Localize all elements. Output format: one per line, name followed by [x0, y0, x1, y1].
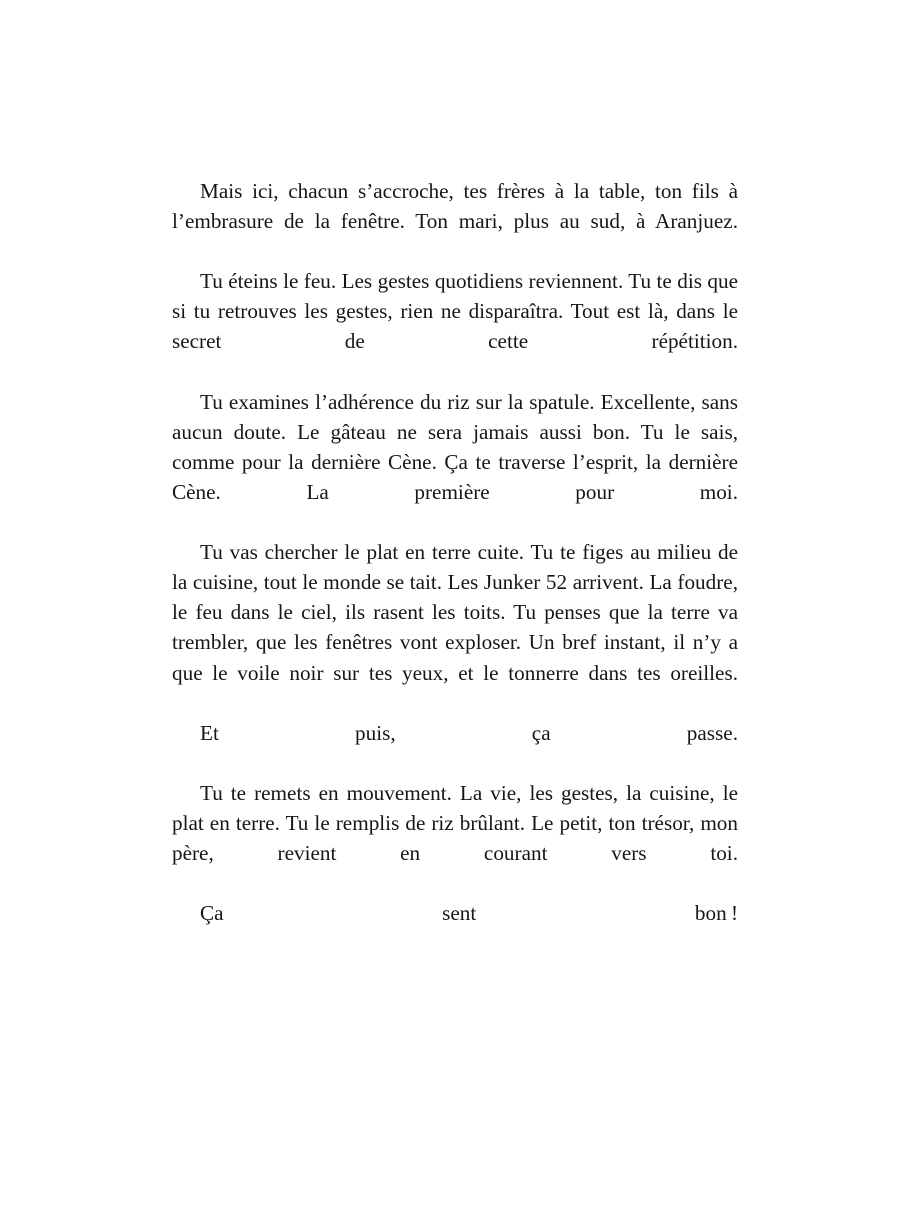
paragraph: Ça sent bon !: [200, 901, 738, 926]
paragraph: Mais ici, chacun s’accroche, tes frères à la table, ton fils à l’embrasure de la fenêtre. Ton mari, plus au sud, à Aranjuez.: [172, 179, 738, 234]
paragraph: Tu te remets en mouvement. La vie, les gestes, la cuisine, le plat en terre. Tu le remplis de riz brûlant. Le petit, ton trésor, mon père, revient en courant vers toi.: [172, 780, 738, 866]
body-text-block: [172, 176, 738, 958]
paragraph: Tu éteins le feu. Les gestes quotidiens reviennent. Tu te dis que si tu retrouves les gestes, rien ne disparaîtra. Tout est là, dans le secret de cette répétition.: [172, 269, 738, 354]
paragraph: Tu vas chercher le plat en terre cuite. Tu te figes au milieu de la cuisine, tout le monde se tait. Les Junker 52 arrivent. La foudre, le feu dans le ciel, ils rasent les toits. Tu penses que la terre va trembler, que les fenêtres vont exploser. Un bref instant, il n’y a que le voile noir sur tes yeux, et le tonnerre dans tes oreilles.: [172, 540, 738, 685]
paragraph: Tu examines l’adhérence du riz sur la spatule. Excellente, sans aucun doute. Le gâteau ne sera jamais aussi bon. Tu le sais, comme pour la dernière Cène. Ça te traverse l’esprit, la dernière Cène. La première pour moi.: [172, 389, 738, 504]
paragraph: Et puis, ça passe.: [200, 720, 738, 745]
